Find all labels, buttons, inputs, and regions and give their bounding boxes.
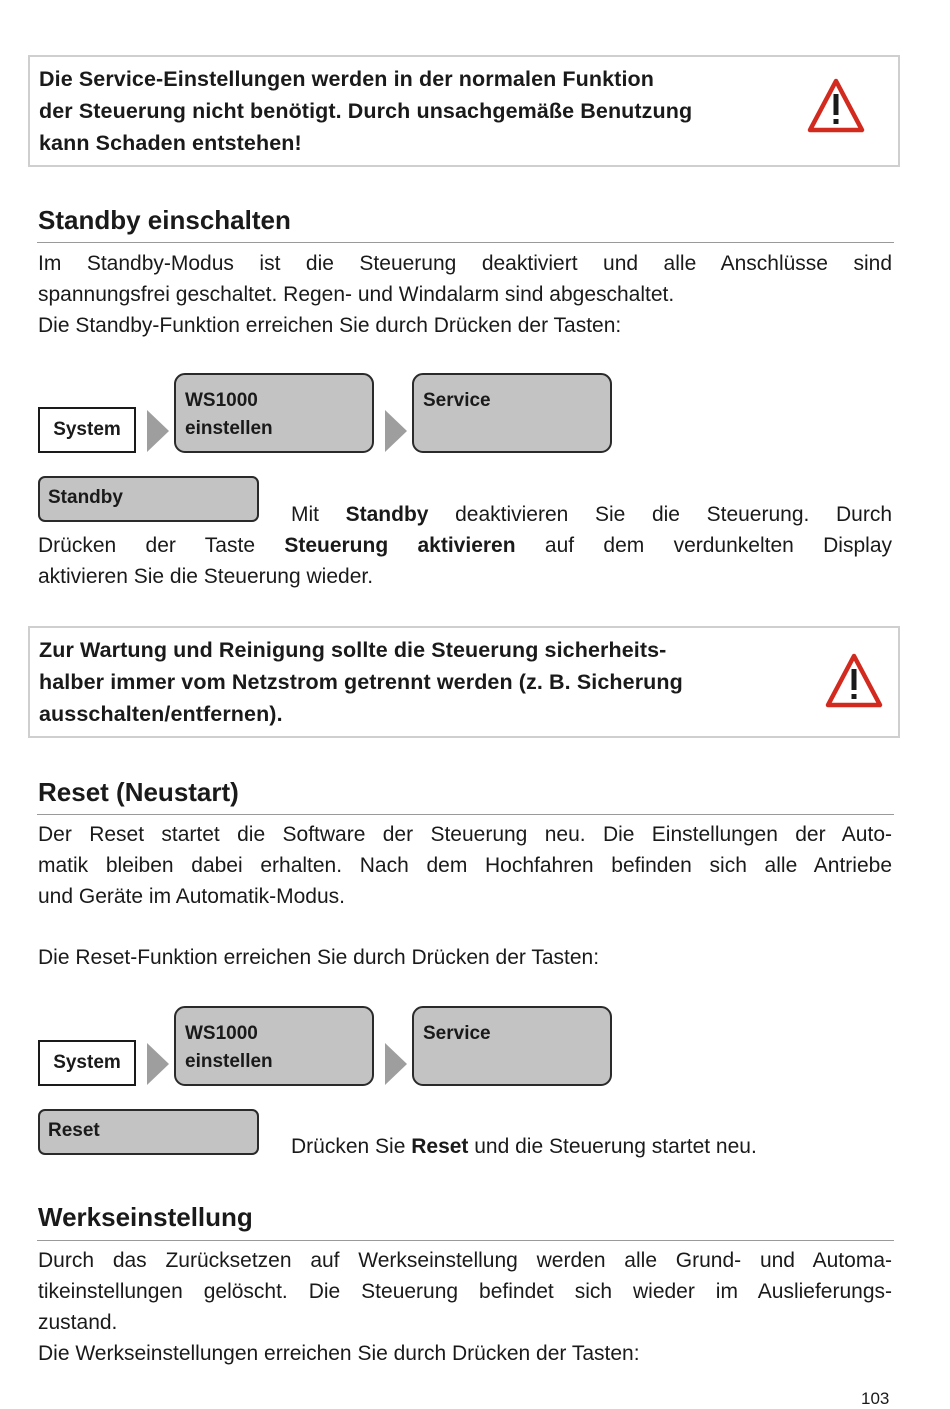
- warning-triangle-icon: [824, 652, 884, 710]
- text-span: Drücken der Taste: [38, 534, 285, 557]
- system-button[interactable]: System: [38, 407, 136, 453]
- heading-divider: [37, 242, 894, 243]
- standby-intro: [38, 248, 892, 341]
- text-line: und Geräte im Automatik-Modus.: [38, 885, 345, 908]
- warning-triangle-icon: [806, 77, 866, 135]
- button-label: Service: [423, 1023, 491, 1044]
- button-label-line: WS1000: [185, 1023, 258, 1044]
- text-span: und die Steuerung startet neu.: [468, 1135, 757, 1158]
- arrow-right-icon: [147, 410, 169, 452]
- standby-button[interactable]: [38, 476, 259, 522]
- button-label-line: einstellen: [185, 1051, 273, 1072]
- button-label-line: einstellen: [185, 418, 273, 439]
- warning-line: kann Schaden entstehen!: [39, 131, 302, 155]
- arrow-right-icon: [385, 1043, 407, 1085]
- button-label-line: WS1000: [185, 390, 258, 411]
- bold-term: Standby: [345, 503, 429, 526]
- heading-divider: [37, 814, 894, 815]
- section-heading-reset: Reset (Neustart): [38, 777, 239, 807]
- service-button[interactable]: [412, 1006, 612, 1086]
- warning-line: ausschalten/entfernen).: [39, 702, 283, 726]
- text-line: [38, 530, 892, 561]
- bold-term: Reset: [411, 1135, 469, 1158]
- heading-divider: [37, 1240, 894, 1241]
- text-line: Im Standby-Modus ist die Steuerung deaktiviert und alle Anschlüsse sind: [38, 252, 892, 275]
- text-line: matik bleiben dabei erhalten. Nach dem Hochfahren befinden sich alle Antriebe: [38, 854, 892, 877]
- warning-line: halber immer vom Netzstrom getrennt werden (z. B. Sicherung: [39, 670, 683, 694]
- warning-line: der Steuerung nicht benötigt. Durch unsachgemäße Benutzung: [39, 99, 693, 123]
- button-label: Reset: [48, 1120, 100, 1141]
- text-span: Drücken Sie: [291, 1135, 412, 1158]
- standby-desc-line1: [291, 499, 892, 530]
- arrow-right-icon: [385, 410, 407, 452]
- text-span: auf dem verdunkelten Display: [515, 534, 892, 557]
- text-line: spannungsfrei geschaltet. Regen- und Windalarm sind abgeschaltet.: [38, 283, 675, 306]
- reset-access-text: Die Reset-Funktion erreichen Sie durch Drücken der Tasten:: [38, 946, 600, 969]
- ws1000-einstellen-button[interactable]: [174, 373, 374, 453]
- warning-box-service: [28, 55, 900, 167]
- reset-button[interactable]: [38, 1109, 259, 1155]
- reset-desc: [291, 1131, 892, 1162]
- text-line: Die Standby-Funktion erreichen Sie durch Drücken der Tasten:: [38, 314, 622, 337]
- page-number: 103: [861, 1389, 890, 1408]
- text-line: Durch das Zurücksetzen auf Werkseinstellung werden alle Grund- und Automa-: [38, 1249, 892, 1272]
- text-line: tikeinstellungen gelöscht. Die Steuerung befindet sich wieder im Auslieferungs-: [38, 1280, 892, 1303]
- text-span: deaktivieren Sie die Steuerung. Durch: [428, 503, 892, 526]
- text-line: Die Werkseinstellungen erreichen Sie durch Drücken der Tasten:: [38, 1342, 640, 1365]
- warning-line: Die Service-Einstellungen werden in der normalen Funktion: [39, 67, 654, 91]
- warning-box-maintenance: [28, 626, 900, 738]
- text-span: Mit: [291, 503, 346, 526]
- warning-text: [39, 63, 809, 159]
- standby-desc-rest: [38, 530, 892, 592]
- text-line: Der Reset startet die Software der Steuerung neu. Die Einstellungen der Auto-: [38, 823, 892, 846]
- warning-line: Zur Wartung und Reinigung sollte die Steuerung sicherheits-: [39, 638, 667, 662]
- ws1000-einstellen-button[interactable]: [174, 1006, 374, 1086]
- system-button[interactable]: System: [38, 1040, 136, 1086]
- reset-intro: [38, 819, 892, 912]
- bold-term: Steuerung aktivieren: [284, 534, 516, 557]
- service-button[interactable]: [412, 373, 612, 453]
- warning-text: [39, 634, 809, 730]
- section-heading-werkseinstellung: Werkseinstellung: [38, 1202, 253, 1232]
- button-label: Service: [423, 390, 491, 411]
- werks-text: [38, 1245, 892, 1369]
- arrow-right-icon: [147, 1043, 169, 1085]
- button-label: Standby: [48, 487, 123, 508]
- text-line: zustand.: [38, 1311, 118, 1334]
- section-heading-standby: Standby einschalten: [38, 205, 291, 235]
- text-line: aktivieren Sie die Steuerung wieder.: [38, 565, 374, 588]
